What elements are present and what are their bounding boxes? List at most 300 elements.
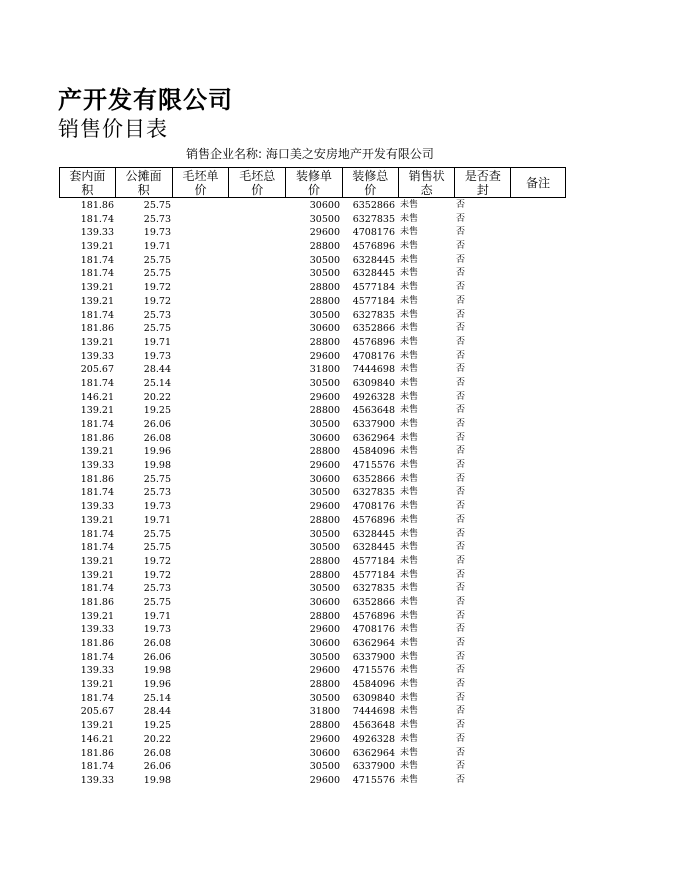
decorated-unit-price-cell: 30600 — [309, 747, 340, 759]
decorated-unit-price-cell: 28800 — [309, 446, 340, 458]
table-row — [59, 555, 566, 569]
table-row — [59, 350, 566, 364]
sales-status-cell: 未售 — [400, 391, 419, 402]
decorated-unit-price-cell: 28800 — [309, 405, 340, 417]
decorated-total-price-cell: 6337900 — [352, 651, 395, 663]
decorated-total-price-cell: 7444698 — [352, 706, 395, 718]
shared-area-cell: 20.22 — [143, 391, 171, 403]
shared-area-cell: 25.14 — [143, 377, 171, 389]
shared-area-cell: 19.71 — [143, 610, 171, 622]
shared-area-cell: 25.73 — [143, 309, 171, 321]
sealed-flag-cell: 否 — [456, 542, 466, 553]
shared-area-cell: 19.98 — [143, 774, 171, 786]
decorated-total-price-cell: 6352866 — [352, 323, 395, 335]
inner-area-cell: 139.21 — [80, 282, 114, 294]
sealed-flag-cell: 否 — [456, 227, 466, 238]
shared-area-cell: 19.73 — [143, 624, 171, 636]
decorated-unit-price-cell: 28800 — [309, 610, 340, 622]
table-row — [59, 322, 566, 336]
sales-status-cell: 未售 — [400, 254, 419, 265]
shared-area-cell: 26.08 — [143, 432, 171, 444]
decorated-unit-price-cell: 30500 — [309, 377, 340, 389]
inner-area-cell: 139.33 — [80, 774, 114, 786]
inner-area-cell: 139.21 — [80, 295, 114, 307]
shared-area-cell: 19.73 — [143, 501, 171, 513]
decorated-total-price-cell: 6337900 — [352, 761, 395, 773]
decorated-total-price-cell: 6327835 — [352, 583, 395, 595]
table-row — [59, 363, 566, 377]
shared-area-cell: 19.96 — [143, 679, 171, 691]
sealed-flag-cell: 否 — [456, 432, 466, 443]
table-row — [59, 295, 566, 309]
header-label-line2: 积 — [81, 183, 94, 197]
decorated-unit-price-cell: 30600 — [309, 432, 340, 444]
shared-area-cell: 25.75 — [143, 323, 171, 335]
sales-status-cell: 未售 — [400, 446, 419, 457]
table-row — [59, 541, 566, 555]
sealed-flag-cell: 否 — [456, 309, 466, 320]
sealed-flag-cell: 否 — [456, 350, 466, 361]
header-label-line1: 毛坯总 — [239, 169, 276, 183]
shared-area-cell: 25.73 — [143, 487, 171, 499]
decorated-unit-price-cell: 30500 — [309, 487, 340, 499]
header-label-line2: 价 — [308, 183, 321, 197]
decorated-unit-price-cell: 29600 — [309, 501, 340, 513]
sealed-flag-cell: 否 — [456, 213, 466, 224]
decorated-unit-price-cell: 30500 — [309, 268, 340, 280]
shared-area-cell: 25.75 — [143, 596, 171, 608]
shared-area-cell: 26.08 — [143, 638, 171, 649]
decorated-unit-price-cell: 29600 — [309, 350, 340, 362]
sales-status-cell: 未售 — [400, 419, 419, 429]
sealed-flag-cell: 否 — [456, 555, 466, 566]
inner-area-cell: 139.21 — [80, 241, 114, 253]
table-row — [59, 528, 566, 542]
shared-area-cell: 25.75 — [143, 254, 171, 266]
sales-status-cell: 未售 — [400, 241, 419, 252]
inner-area-cell: 139.33 — [80, 350, 114, 362]
table-row — [59, 705, 566, 719]
sealed-flag-cell: 否 — [456, 774, 466, 785]
sealed-flag-cell: 否 — [456, 651, 466, 662]
sealed-flag-cell: 否 — [456, 364, 466, 375]
sealed-flag-cell: 否 — [456, 446, 466, 457]
decorated-unit-price-cell: 29600 — [309, 624, 340, 636]
sealed-flag-cell: 否 — [456, 706, 466, 717]
decorated-unit-price-cell: 28800 — [309, 720, 340, 732]
decorated-unit-price-cell: 31800 — [309, 364, 340, 376]
decorated-unit-price-cell: 28800 — [309, 282, 340, 294]
inner-area-cell: 181.74 — [80, 583, 114, 595]
sales-status-cell: 未售 — [400, 200, 419, 210]
sales-status-cell: 未售 — [400, 377, 419, 388]
shared-area-cell: 25.75 — [143, 528, 171, 540]
sales-status-cell: 未售 — [400, 569, 419, 580]
shared-area-cell: 19.73 — [143, 350, 171, 362]
decorated-unit-price-cell: 30500 — [309, 542, 340, 554]
shared-area-cell: 19.71 — [143, 336, 171, 348]
sealed-flag-cell: 否 — [456, 747, 466, 758]
sales-status-cell: 未售 — [400, 473, 419, 484]
sealed-flag-cell: 否 — [456, 282, 466, 293]
sales-status-cell: 未售 — [400, 295, 419, 306]
table-row — [59, 760, 566, 774]
shared-area-cell: 19.71 — [143, 514, 171, 526]
header-label-line1: 是否查 — [464, 169, 501, 183]
table-row — [59, 500, 566, 514]
decorated-total-price-cell: 6362964 — [352, 432, 395, 444]
inner-area-cell: 139.21 — [80, 610, 114, 622]
sealed-flag-cell: 否 — [456, 419, 466, 429]
sealed-flag-cell: 否 — [456, 514, 466, 525]
decorated-unit-price-cell: 28800 — [309, 555, 340, 567]
table-row — [59, 569, 566, 583]
header-cell — [511, 168, 565, 197]
decorated-unit-price-cell: 29600 — [309, 460, 340, 472]
sealed-flag-cell: 否 — [456, 528, 466, 539]
decorated-total-price-cell: 4577184 — [352, 282, 395, 294]
sealed-flag-cell: 否 — [456, 638, 466, 648]
table-row — [59, 309, 566, 323]
inner-area-cell: 146.21 — [80, 733, 114, 745]
shared-area-cell: 19.25 — [143, 720, 171, 732]
decorated-unit-price-cell: 29600 — [309, 665, 340, 677]
shared-area-cell: 28.44 — [143, 706, 171, 718]
sales-status-cell: 未售 — [400, 501, 419, 512]
decorated-total-price-cell: 4715576 — [352, 774, 395, 786]
sealed-flag-cell: 否 — [456, 254, 466, 265]
inner-area-cell: 146.21 — [80, 391, 114, 403]
decorated-total-price-cell: 4576896 — [352, 336, 395, 348]
sealed-flag-cell: 否 — [456, 679, 466, 690]
decorated-total-price-cell: 4576896 — [352, 241, 395, 253]
decorated-total-price-cell: 6309840 — [352, 692, 395, 704]
decorated-total-price-cell: 4577184 — [352, 555, 395, 567]
table-row — [59, 678, 566, 692]
decorated-total-price-cell: 4577184 — [352, 569, 395, 581]
decorated-total-price-cell: 4576896 — [352, 514, 395, 526]
decorated-total-price-cell: 6328445 — [352, 254, 395, 266]
decorated-unit-price-cell: 30500 — [309, 254, 340, 266]
decorated-unit-price-cell: 30500 — [309, 583, 340, 595]
inner-area-cell: 139.33 — [80, 227, 114, 239]
shared-area-cell: 19.71 — [143, 241, 171, 253]
decorated-total-price-cell: 4563648 — [352, 720, 395, 732]
decorated-total-price-cell: 4715576 — [352, 460, 395, 472]
decorated-unit-price-cell: 29600 — [309, 774, 340, 786]
header-label-line1: 装修总 — [352, 169, 389, 183]
sealed-flag-cell: 否 — [456, 733, 466, 744]
decorated-unit-price-cell: 30500 — [309, 528, 340, 540]
sales-status-cell: 未售 — [400, 405, 419, 416]
sales-status-cell: 未售 — [400, 336, 419, 347]
sales-status-cell: 未售 — [400, 268, 419, 279]
decorated-total-price-cell: 6328445 — [352, 528, 395, 540]
inner-area-cell: 181.74 — [80, 542, 114, 554]
sales-status-cell: 未售 — [400, 733, 419, 744]
shared-area-cell: 26.06 — [143, 761, 171, 773]
inner-area-cell: 181.74 — [80, 377, 114, 389]
inner-area-cell: 181.86 — [80, 323, 114, 335]
sealed-flag-cell: 否 — [456, 761, 466, 772]
sealed-flag-cell: 否 — [456, 569, 466, 580]
sales-status-cell: 未售 — [400, 323, 419, 334]
title-line-1: 产开发有限公司 — [58, 86, 233, 114]
sales-status-cell: 未售 — [400, 282, 419, 293]
sales-status-cell: 未售 — [400, 309, 419, 320]
inner-area-cell: 139.21 — [80, 514, 114, 526]
table-row — [59, 377, 566, 391]
shared-area-cell: 19.98 — [143, 665, 171, 677]
table-row — [59, 432, 566, 446]
table-row — [59, 199, 566, 213]
table-row — [59, 486, 566, 500]
decorated-unit-price-cell: 30500 — [309, 692, 340, 704]
inner-area-cell: 181.86 — [80, 596, 114, 608]
decorated-total-price-cell: 4715576 — [352, 665, 395, 677]
inner-area-cell: 139.33 — [80, 460, 114, 472]
sealed-flag-cell: 否 — [456, 501, 466, 512]
shared-area-cell: 26.06 — [143, 419, 171, 430]
inner-area-cell: 181.74 — [80, 528, 114, 540]
sealed-flag-cell: 否 — [456, 323, 466, 334]
shared-area-cell: 28.44 — [143, 364, 171, 376]
table-row — [59, 651, 566, 665]
shared-area-cell: 19.72 — [143, 282, 171, 294]
inner-area-cell: 139.21 — [80, 679, 114, 691]
sales-status-cell: 未售 — [400, 747, 419, 758]
decorated-total-price-cell: 6362964 — [352, 638, 395, 649]
table-row — [59, 240, 566, 254]
inner-area-cell: 139.21 — [80, 446, 114, 458]
shared-area-cell: 25.75 — [143, 542, 171, 554]
shared-area-cell: 26.06 — [143, 651, 171, 663]
decorated-total-price-cell: 4708176 — [352, 624, 395, 636]
inner-area-cell: 181.74 — [80, 692, 114, 704]
sealed-flag-cell: 否 — [456, 460, 466, 471]
table-row — [59, 774, 566, 788]
inner-area-cell: 181.86 — [80, 638, 114, 649]
sales-status-cell: 未售 — [400, 528, 419, 539]
header-cell — [399, 168, 456, 197]
company-name-line: 销售企业名称: 海口美之安房地产开发有限公司 — [186, 147, 434, 161]
sales-status-cell: 未售 — [400, 555, 419, 566]
sealed-flag-cell: 否 — [456, 692, 466, 703]
table-row — [59, 692, 566, 706]
decorated-unit-price-cell: 29600 — [309, 391, 340, 403]
sales-status-cell: 未售 — [400, 624, 419, 635]
sales-status-cell: 未售 — [400, 596, 419, 607]
table-row — [59, 267, 566, 281]
header-label-line2: 价 — [251, 183, 264, 197]
table-row — [59, 747, 566, 761]
table-row — [59, 514, 566, 528]
table-row — [59, 418, 566, 432]
decorated-unit-price-cell: 30500 — [309, 761, 340, 773]
inner-area-cell: 205.67 — [80, 364, 114, 376]
decorated-total-price-cell: 4577184 — [352, 295, 395, 307]
sealed-flag-cell: 否 — [456, 610, 466, 621]
sealed-flag-cell: 否 — [456, 583, 466, 594]
header-label-line1: 销售状 — [408, 169, 445, 183]
sealed-flag-cell: 否 — [456, 241, 466, 252]
header-cell — [173, 168, 230, 197]
shared-area-cell: 26.08 — [143, 747, 171, 759]
decorated-total-price-cell: 6352866 — [352, 473, 395, 485]
inner-area-cell: 181.74 — [80, 309, 114, 321]
table-row — [59, 582, 566, 596]
sales-status-cell: 未售 — [400, 432, 419, 443]
sales-status-cell: 未售 — [400, 706, 419, 717]
decorated-unit-price-cell: 28800 — [309, 679, 340, 691]
sealed-flag-cell: 否 — [456, 200, 466, 210]
decorated-total-price-cell: 6309840 — [352, 377, 395, 389]
table-row — [59, 213, 566, 227]
decorated-unit-price-cell: 30500 — [309, 213, 340, 225]
header-cell — [60, 168, 116, 197]
table-row — [59, 336, 566, 350]
table-row — [59, 473, 566, 487]
sales-status-cell: 未售 — [400, 720, 419, 731]
header-cell — [455, 168, 511, 197]
inner-area-cell: 181.74 — [80, 213, 114, 225]
title-line-2: 销售价目表 — [58, 117, 168, 141]
decorated-total-price-cell: 6327835 — [352, 213, 395, 225]
inner-area-cell: 181.86 — [80, 747, 114, 759]
decorated-total-price-cell: 4926328 — [352, 391, 395, 403]
header-label-line1: 备注 — [526, 175, 551, 190]
sales-status-cell: 未售 — [400, 487, 419, 498]
decorated-unit-price-cell: 28800 — [309, 241, 340, 253]
decorated-unit-price-cell: 28800 — [309, 569, 340, 581]
decorated-total-price-cell: 4576896 — [352, 610, 395, 622]
decorated-unit-price-cell: 30500 — [309, 651, 340, 663]
table-row — [59, 391, 566, 405]
decorated-unit-price-cell: 30600 — [309, 323, 340, 335]
inner-area-cell: 139.21 — [80, 405, 114, 417]
shared-area-cell: 25.73 — [143, 583, 171, 595]
table-row — [59, 596, 566, 610]
sealed-flag-cell: 否 — [456, 391, 466, 402]
inner-area-cell: 205.67 — [80, 706, 114, 718]
sales-status-cell: 未售 — [400, 460, 419, 471]
inner-area-cell: 181.74 — [80, 487, 114, 499]
inner-area-cell: 139.33 — [80, 624, 114, 636]
inner-area-cell: 181.74 — [80, 268, 114, 280]
header-cell — [229, 168, 286, 197]
sealed-flag-cell: 否 — [456, 377, 466, 388]
sealed-flag-cell: 否 — [456, 268, 466, 279]
sales-status-cell: 未售 — [400, 542, 419, 553]
header-label-line2: 积 — [137, 183, 150, 197]
decorated-total-price-cell: 6362964 — [352, 747, 395, 759]
inner-area-cell: 139.21 — [80, 569, 114, 581]
decorated-total-price-cell: 4563648 — [352, 405, 395, 417]
table-row — [59, 404, 566, 418]
sales-status-cell: 未售 — [400, 692, 419, 703]
sales-status-cell: 未售 — [400, 774, 419, 785]
inner-area-cell: 181.74 — [80, 761, 114, 773]
decorated-total-price-cell: 6352866 — [352, 596, 395, 608]
table-row — [59, 254, 566, 268]
table-row — [59, 610, 566, 624]
shared-area-cell: 25.14 — [143, 692, 171, 704]
sales-status-cell: 未售 — [400, 651, 419, 662]
table-row — [59, 733, 566, 747]
decorated-total-price-cell: 6327835 — [352, 309, 395, 321]
inner-area-cell: 139.21 — [80, 336, 114, 348]
header-label-line1: 套内面 — [69, 169, 106, 183]
sales-status-cell: 未售 — [400, 610, 419, 621]
table-header — [59, 167, 566, 198]
sealed-flag-cell: 否 — [456, 624, 466, 635]
decorated-total-price-cell: 4708176 — [352, 350, 395, 362]
decorated-unit-price-cell: 30500 — [309, 419, 340, 430]
inner-area-cell: 181.74 — [80, 254, 114, 266]
header-label-line1: 装修单 — [296, 169, 333, 183]
decorated-unit-price-cell: 30500 — [309, 309, 340, 321]
decorated-total-price-cell: 4926328 — [352, 733, 395, 745]
header-cell — [116, 168, 173, 197]
sales-status-cell: 未售 — [400, 350, 419, 361]
sales-status-cell: 未售 — [400, 213, 419, 224]
decorated-unit-price-cell: 30600 — [309, 596, 340, 608]
sales-status-cell: 未售 — [400, 514, 419, 525]
shared-area-cell: 25.75 — [143, 473, 171, 485]
sealed-flag-cell: 否 — [456, 295, 466, 306]
shared-area-cell: 19.25 — [143, 405, 171, 417]
table-row — [59, 664, 566, 678]
decorated-unit-price-cell: 29600 — [309, 227, 340, 239]
table-row — [59, 623, 566, 637]
table-row — [59, 445, 566, 459]
decorated-total-price-cell: 4584096 — [352, 679, 395, 691]
decorated-total-price-cell: 4584096 — [352, 446, 395, 458]
shared-area-cell: 19.72 — [143, 295, 171, 307]
shared-area-cell: 19.96 — [143, 446, 171, 458]
sales-status-cell: 未售 — [400, 679, 419, 690]
sales-status-cell: 未售 — [400, 761, 419, 772]
header-label-line2: 态 — [420, 183, 433, 197]
shared-area-cell: 25.73 — [143, 213, 171, 225]
sales-status-cell: 未售 — [400, 364, 419, 375]
header-label-line1: 毛坯单 — [182, 169, 219, 183]
table-body — [59, 199, 566, 788]
table-row — [59, 719, 566, 733]
inner-area-cell: 181.86 — [80, 432, 114, 444]
inner-area-cell: 181.86 — [80, 473, 114, 485]
sales-status-cell: 未售 — [400, 227, 419, 238]
inner-area-cell: 181.74 — [80, 651, 114, 663]
sales-status-cell: 未售 — [400, 638, 419, 648]
decorated-total-price-cell: 6337900 — [352, 419, 395, 430]
sealed-flag-cell: 否 — [456, 487, 466, 498]
decorated-total-price-cell: 6352866 — [352, 200, 395, 211]
sealed-flag-cell: 否 — [456, 405, 466, 416]
inner-area-cell: 139.33 — [80, 665, 114, 677]
decorated-unit-price-cell: 29600 — [309, 733, 340, 745]
decorated-unit-price-cell: 31800 — [309, 706, 340, 718]
inner-area-cell: 181.86 — [80, 200, 114, 211]
header-cell — [286, 168, 343, 197]
decorated-unit-price-cell: 30600 — [309, 200, 340, 211]
header-label-line2: 封 — [476, 183, 489, 197]
shared-area-cell: 20.22 — [143, 733, 171, 745]
shared-area-cell: 25.75 — [143, 268, 171, 280]
inner-area-cell: 181.74 — [80, 419, 114, 430]
sealed-flag-cell: 否 — [456, 473, 466, 484]
decorated-total-price-cell: 7444698 — [352, 364, 395, 376]
